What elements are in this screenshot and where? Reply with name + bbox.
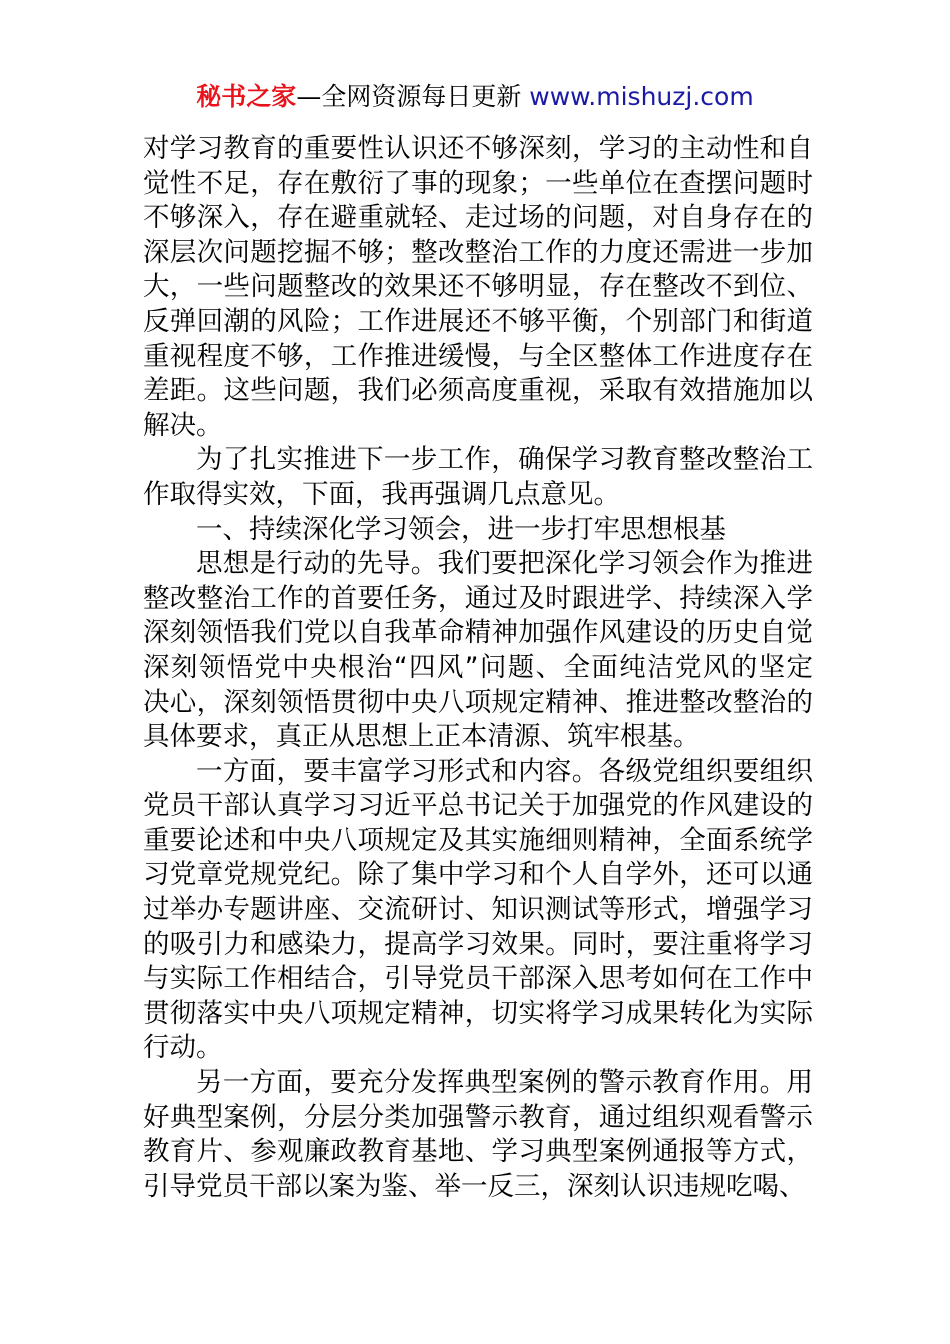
text-line: 解决。 bbox=[143, 409, 223, 441]
text-line: 不够深入，存在避重就轻、走过场的问题，对自身存在的 bbox=[143, 202, 813, 234]
text-line: 深层次问题挖掘不够；整改整治工作的力度还需进一步加 bbox=[143, 236, 813, 268]
text-line: 与实际工作相结合，引导党员干部深入思考如何在工作中 bbox=[143, 963, 813, 995]
text-line: 引导党员干部以案为鉴、举一反三，深刻认识违规吃喝、 bbox=[143, 1170, 806, 1202]
text-line: 为了扎实推进下一步工作，确保学习教育整改整治工 bbox=[196, 444, 813, 476]
text-line: 决心，深刻领悟贯彻中央八项规定精神、推进整改整治的 bbox=[143, 686, 813, 718]
text-line: 重要论述和中央八项规定及其实施细则精神，全面系统学 bbox=[143, 824, 813, 856]
site-brand: 秘书之家 bbox=[196, 82, 297, 111]
text-line: 思想是行动的先导。我们要把深化学习领会作为推进 bbox=[196, 548, 813, 580]
site-header bbox=[0, 80, 950, 114]
text-line: 行动。 bbox=[143, 1032, 223, 1064]
paragraph bbox=[143, 755, 813, 1066]
text-line: 重视程度不够，工作推进缓慢，与全区整体工作进度存在 bbox=[143, 340, 813, 372]
text-line: 另一方面，要充分发挥典型案例的警示教育作用。用 bbox=[196, 1067, 813, 1099]
text-line: 好典型案例，分层分类加强警示教育，通过组织观看警示 bbox=[143, 1101, 813, 1133]
text-line: 差距。这些问题，我们必须高度重视，采取有效措施加以 bbox=[143, 375, 813, 407]
paragraph bbox=[143, 513, 813, 548]
text-line: 贯彻落实中央八项规定精神，切实将学习成果转化为实际 bbox=[143, 997, 813, 1029]
paragraph bbox=[143, 547, 813, 755]
text-line: 一、持续深化学习领会，进一步打牢思想根基 bbox=[196, 513, 726, 545]
site-tagline: —全网资源每日更新 bbox=[296, 82, 530, 111]
text-line: 整改整治工作的首要任务，通过及时跟进学、持续深入学 bbox=[143, 582, 813, 614]
document-body bbox=[143, 132, 813, 1204]
text-line: 教育片、参观廉政教育基地、学习典型案例通报等方式， bbox=[143, 1136, 813, 1168]
paragraph bbox=[143, 443, 813, 512]
text-line: 过举办专题讲座、交流研讨、知识测试等形式，增强学习 bbox=[143, 894, 813, 926]
text-line: 作取得实效，下面，我再强调几点意见。 bbox=[143, 478, 620, 510]
site-url[interactable]: www.mishuzj.com bbox=[529, 82, 754, 111]
paragraph bbox=[143, 1066, 813, 1204]
text-line: 深刻领悟党中央根治“四风”问题、全面纯洁党风的坚定 bbox=[143, 651, 813, 683]
text-line: 对学习教育的重要性认识还不够深刻，学习的主动性和自 bbox=[143, 133, 813, 164]
text-line: 反弹回潮的风险；工作进展还不够平衡，个别部门和街道 bbox=[143, 305, 813, 337]
paragraph bbox=[143, 132, 813, 443]
text-line: 习党章党规党纪。除了集中学习和个人自学外，还可以通 bbox=[143, 859, 813, 891]
text-line: 具体要求，真正从思想上正本清源、筑牢根基。 bbox=[143, 721, 700, 753]
text-line: 深刻领悟我们党以自我革命精神加强作风建设的历史自觉 bbox=[143, 617, 813, 649]
text-line: 党员干部认真学习习近平总书记关于加强党的作风建设的 bbox=[143, 790, 813, 822]
text-line: 大，一些问题整改的效果还不够明显，存在整改不到位、 bbox=[143, 271, 813, 303]
text-line: 觉性不足，存在敷衍了事的现象；一些单位在查摆问题时 bbox=[143, 167, 813, 199]
text-line: 一方面，要丰富学习形式和内容。各级党组织要组织 bbox=[196, 755, 813, 787]
text-line: 的吸引力和感染力，提高学习效果。同时，要注重将学习 bbox=[143, 928, 813, 960]
